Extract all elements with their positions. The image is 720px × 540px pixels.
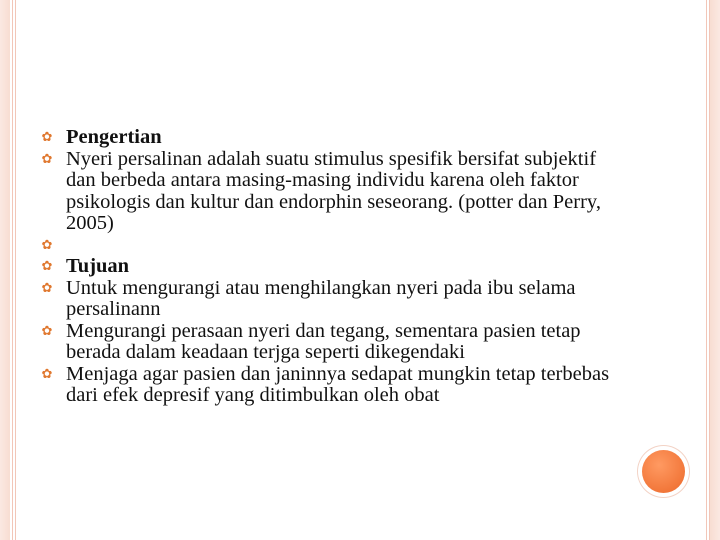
list-item-text: Untuk mengurangi atau menghilangkan nyeri pada ibu selama persalinann	[66, 276, 576, 320]
bullet-list	[40, 127, 630, 407]
flower-bullet-icon: ✿	[41, 258, 53, 273]
list-item-text: Pengertian	[66, 126, 162, 148]
flower-bullet-icon: ✿	[41, 279, 53, 295]
left-rail-line-inner	[15, 0, 16, 540]
right-rail-line	[706, 0, 707, 540]
list-item	[40, 256, 630, 278]
list-item-text: Menjaga agar pasien dan janinnya sedapat mungkin tetap terbebas dari efek depresif yang ditimbulkan oleh obat	[66, 362, 610, 406]
right-rail-line-inner	[709, 0, 710, 540]
flower-bullet-icon: ✿	[41, 365, 53, 381]
left-border-rail	[0, 0, 10, 540]
list-item	[40, 321, 630, 364]
flower-bullet-icon: ✿	[41, 150, 53, 166]
right-border-rail	[710, 0, 720, 540]
flower-bullet-icon: ✿	[41, 129, 53, 144]
list-item-empty	[40, 235, 630, 257]
list-item-text: Tujuan	[66, 255, 130, 277]
left-rail-line	[12, 0, 13, 540]
list-item-text: Nyeri persalinan adalah suatu stimulus spesifik bersifat subjektif dan berbeda antara masing-masing individu karena oleh faktor psikologis dan kultur dan endorphin seseorang. (potter dan Perry, 2005)	[66, 147, 601, 234]
list-item	[40, 278, 630, 321]
flower-bullet-icon: ✿	[41, 236, 53, 252]
list-item	[40, 149, 630, 235]
list-item-text: Mengurangi perasaan nyeri dan tegang, sementara pasien tetap berada dalam keadaan terjga seperti dikegendaki	[66, 319, 581, 363]
list-item	[40, 364, 630, 407]
list-item	[40, 127, 630, 149]
flower-bullet-icon: ✿	[41, 322, 53, 338]
orange-circle-decoration	[642, 450, 685, 493]
